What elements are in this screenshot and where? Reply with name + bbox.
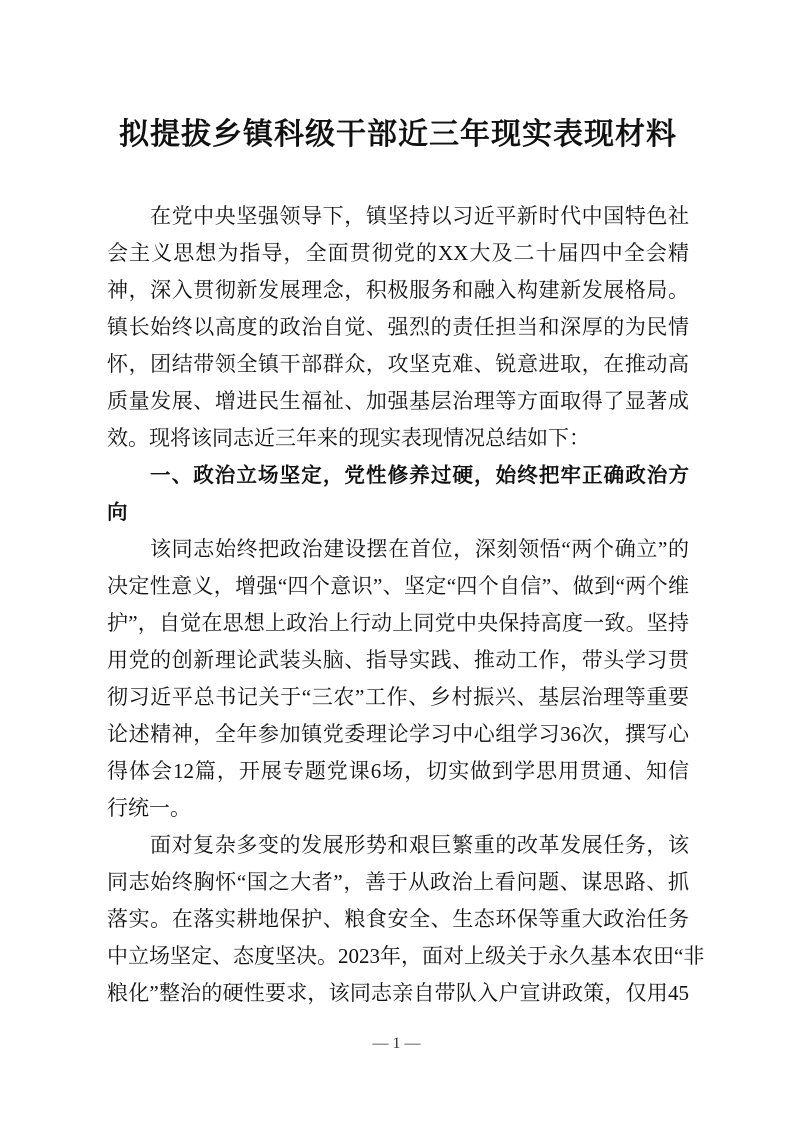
text-line: 怀，团结带领全镇干部群众，攻坚克难、锐意进取，在推动高	[107, 352, 689, 376]
text-line: 得体会12篇，开展专题党课6场，切实做到学思用贯通、知信	[107, 759, 689, 783]
text-line: 在党中央坚强领导下，镇坚持以习近平新时代中国特色社	[150, 204, 689, 228]
document-title: 拟提拔乡镇科级干部近三年现实表现材料	[119, 118, 677, 151]
paragraph	[107, 827, 705, 1012]
text-line: 质量发展、增进民生福祉、加强基层治理等方面取得了显著成	[107, 389, 689, 413]
paragraph	[107, 531, 689, 827]
text-line: 会主义思想为指导，全面贯彻党的XX大及二十届四中全会精	[107, 241, 689, 265]
section-heading	[107, 457, 689, 531]
text-line: 用党的创新理论武装头脑、指导实践、推动工作，带头学习贯	[107, 648, 689, 672]
text-line: 落实。在落实耕地保护、粮食安全、生态环保等重大政治任务	[107, 907, 689, 931]
text-line: 粮化”整治的硬性要求，该同志亲自带队入户宣讲政策，仅用45	[107, 981, 689, 1005]
text-line: 镇长始终以高度的政治自觉、强烈的责任担当和深厚的为民情	[107, 315, 689, 339]
text-line: 决定性意义，增强“四个意识”、坚定“四个自信”、做到“两个维	[107, 574, 689, 598]
text-line: 效。现将该同志近三年来的现实表现情况总结如下：	[107, 426, 590, 450]
text-line: 面对复杂多变的发展形势和艰巨繁重的改革发展任务，该	[150, 833, 689, 857]
document-body	[107, 198, 705, 1012]
text-line: 彻习近平总书记关于“三农”工作、乡村振兴、基层治理等重要	[107, 685, 689, 709]
text-line: 同志始终胸怀“国之大者”，善于从政治上看问题、谋思路、抓	[107, 870, 689, 894]
text-line: 行统一。	[107, 796, 191, 820]
text-line: 一、政治立场坚定，党性修养过硬，始终把牢正确政治方	[150, 463, 689, 487]
text-line: 护”，自觉在思想上政治上行动上同党中央保持高度一致。坚持	[107, 611, 689, 635]
paragraph	[107, 198, 689, 457]
text-line: 神，深入贯彻新发展理念，积极服务和融入构建新发展格局。	[107, 278, 689, 302]
text-line: 论述精神，全年参加镇党委理论学习中心组学习36次，撰写心	[107, 722, 689, 746]
text-line: 向	[107, 500, 128, 524]
page-number: — 1 —	[372, 1035, 421, 1052]
text-line: 中立场坚定、态度坚决。2023年，面对上级关于永久基本农田“非	[107, 944, 705, 968]
text-line: 该同志始终把政治建设摆在首位，深刻领悟“两个确立”的	[150, 537, 689, 561]
